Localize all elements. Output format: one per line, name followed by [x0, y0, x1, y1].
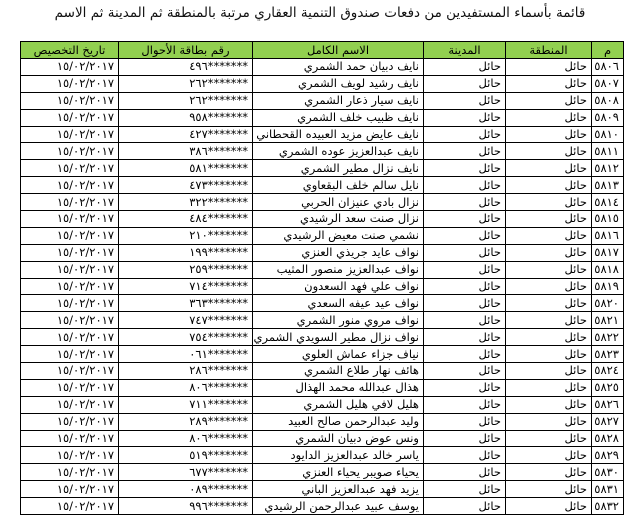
cell-date: ١٥/٠٢/٢٠١٧	[21, 363, 119, 380]
cell-name: هذال عبدالله محمد الهذال	[253, 379, 424, 396]
cell-name: ياسر خالد عبدالعزيز الدايود	[253, 447, 424, 464]
cell-region: حائل	[506, 430, 592, 447]
cell-region: حائل	[506, 109, 592, 126]
cell-city: حائل	[424, 75, 506, 92]
table-row	[21, 363, 624, 380]
cell-city: حائل	[424, 92, 506, 109]
cell-date: ١٥/٠٢/٢٠١٧	[21, 481, 119, 498]
cell-num: ٥٨٢١	[592, 312, 624, 329]
table-row	[21, 481, 624, 498]
cell-card: ٢٦٢*******	[119, 92, 253, 109]
cell-name: نواف نزال مطير السويدي الشمري	[253, 329, 424, 346]
cell-card: ٤٢٧*******	[119, 126, 253, 143]
cell-region: حائل	[506, 464, 592, 481]
cell-card: ١٩٩*******	[119, 244, 253, 261]
cell-card: ٥١٩*******	[119, 447, 253, 464]
cell-name: نواف عايد جريذي العنزي	[253, 244, 424, 261]
cell-date: ١٥/٠٢/٢٠١٧	[21, 261, 119, 278]
table-row	[21, 75, 624, 92]
cell-region: حائل	[506, 194, 592, 211]
cell-name: نايف رشيد لويف الشمري	[253, 75, 424, 92]
cell-date: ١٥/٠٢/٢٠١٧	[21, 498, 119, 515]
cell-card: ٨٠٦*******	[119, 379, 253, 396]
table-row	[21, 346, 624, 363]
cell-name: نواف عيد عيفه السعدي	[253, 295, 424, 312]
cell-city: حائل	[424, 109, 506, 126]
cell-name: يزيد فهد عبدالعزيز الباني	[253, 481, 424, 498]
cell-card: ٦٧٧*******	[119, 464, 253, 481]
cell-card: ٧١١*******	[119, 396, 253, 413]
cell-card: ٧٥٤*******	[119, 329, 253, 346]
cell-name: نايل سالم خلف البقعاوي	[253, 177, 424, 194]
cell-city: حائل	[424, 312, 506, 329]
cell-region: حائل	[506, 447, 592, 464]
cell-name: يوسف عبيد عبدالرحمن الرشيدي	[253, 498, 424, 515]
cell-region: حائل	[506, 92, 592, 109]
cell-region: حائل	[506, 295, 592, 312]
cell-num: ٥٨١٦	[592, 227, 624, 244]
table-row	[21, 261, 624, 278]
table-row	[21, 194, 624, 211]
table-row	[21, 143, 624, 160]
cell-date: ١٥/٠٢/٢٠١٧	[21, 278, 119, 295]
table-row	[21, 464, 624, 481]
table-row	[21, 109, 624, 126]
cell-num: ٥٨١٨	[592, 261, 624, 278]
table-row	[21, 329, 624, 346]
table-row	[21, 227, 624, 244]
cell-name: نشمي صنت معيض الرشيدي	[253, 227, 424, 244]
cell-num: ٥٨١٢	[592, 160, 624, 177]
cell-city: حائل	[424, 481, 506, 498]
cell-card: ٢١٠*******	[119, 227, 253, 244]
table-row	[21, 211, 624, 228]
table-row	[21, 92, 624, 109]
cell-card: ٤٧٣*******	[119, 177, 253, 194]
cell-city: حائل	[424, 498, 506, 515]
cell-date: ١٥/٠٢/٢٠١٧	[21, 194, 119, 211]
cell-date: ١٥/٠٢/٢٠١٧	[21, 346, 119, 363]
table-row	[21, 160, 624, 177]
cell-num: ٥٨٠٨	[592, 92, 624, 109]
cell-city: حائل	[424, 447, 506, 464]
column-header-card: رقم بطاقة الأحوال	[119, 42, 253, 59]
column-header-city: المدينة	[424, 42, 506, 59]
cell-num: ٥٨١٧	[592, 244, 624, 261]
cell-card: ٧٤٧*******	[119, 312, 253, 329]
cell-name: نواف مروي منور الشمري	[253, 312, 424, 329]
cell-name: هائف نهار طلاع الشمري	[253, 363, 424, 380]
cell-city: حائل	[424, 211, 506, 228]
cell-date: ١٥/٠٢/٢٠١٧	[21, 160, 119, 177]
cell-num: ٥٨٢٢	[592, 329, 624, 346]
cell-num: ٥٨٢٦	[592, 396, 624, 413]
cell-card: ٢٨٦*******	[119, 363, 253, 380]
cell-city: حائل	[424, 261, 506, 278]
cell-city: حائل	[424, 126, 506, 143]
cell-num: ٥٨٢٥	[592, 379, 624, 396]
cell-date: ١٥/٠٢/٢٠١٧	[21, 211, 119, 228]
cell-name: ونس عوض دبيان الشمري	[253, 430, 424, 447]
cell-num: ٥٨٣١	[592, 481, 624, 498]
cell-name: نزال صنت سعد الرشيدي	[253, 211, 424, 228]
cell-date: ١٥/٠٢/٢٠١٧	[21, 227, 119, 244]
cell-card: ٢٥٩*******	[119, 261, 253, 278]
cell-region: حائل	[506, 160, 592, 177]
table-row	[21, 430, 624, 447]
cell-city: حائل	[424, 177, 506, 194]
cell-name: نايف عبدالعزيز عوده الشمري	[253, 143, 424, 160]
cell-city: حائل	[424, 59, 506, 76]
cell-city: حائل	[424, 396, 506, 413]
cell-num: ٥٨٢٣	[592, 346, 624, 363]
table-row	[21, 295, 624, 312]
cell-date: ١٥/٠٢/٢٠١٧	[21, 126, 119, 143]
cell-name: نزال بادي عنيزان الحربي	[253, 194, 424, 211]
cell-name: نواف علي فهد السعدون	[253, 278, 424, 295]
table-row	[21, 379, 624, 396]
cell-num: ٥٨٢٩	[592, 447, 624, 464]
cell-date: ١٥/٠٢/٢٠١٧	[21, 312, 119, 329]
table-row	[21, 278, 624, 295]
cell-card: ٨٠٦*******	[119, 430, 253, 447]
cell-region: حائل	[506, 177, 592, 194]
cell-region: حائل	[506, 481, 592, 498]
cell-date: ١٥/٠٢/٢٠١٧	[21, 430, 119, 447]
column-header-date: تاريخ التخصيص	[21, 42, 119, 59]
table-body	[21, 59, 624, 515]
cell-date: ١٥/٠٢/٢٠١٧	[21, 379, 119, 396]
cell-date: ١٥/٠٢/٢٠١٧	[21, 329, 119, 346]
cell-date: ١٥/٠٢/٢٠١٧	[21, 59, 119, 76]
cell-region: حائل	[506, 261, 592, 278]
cell-date: ١٥/٠٢/٢٠١٧	[21, 92, 119, 109]
cell-region: حائل	[506, 329, 592, 346]
cell-num: ٥٨٢٠	[592, 295, 624, 312]
cell-name: وليد عبدالرحمن صالح العبيد	[253, 413, 424, 430]
cell-num: ٥٨٣٢	[592, 498, 624, 515]
cell-city: حائل	[424, 464, 506, 481]
cell-name: نايف سيار ذعار الشمري	[253, 92, 424, 109]
cell-region: حائل	[506, 244, 592, 261]
cell-region: حائل	[506, 312, 592, 329]
cell-date: ١٥/٠٢/٢٠١٧	[21, 75, 119, 92]
table-row	[21, 447, 624, 464]
cell-region: حائل	[506, 363, 592, 380]
cell-name: نايف نزال مطير الشمري	[253, 160, 424, 177]
cell-card: ٤٨٤*******	[119, 211, 253, 228]
cell-num: ٥٨٢٧	[592, 413, 624, 430]
column-header-region: المنطقة	[506, 42, 592, 59]
cell-card: ٧١٤*******	[119, 278, 253, 295]
cell-card: ٩٩٦*******	[119, 498, 253, 515]
cell-card: ٠٦١*******	[119, 346, 253, 363]
cell-region: حائل	[506, 126, 592, 143]
cell-region: حائل	[506, 59, 592, 76]
cell-city: حائل	[424, 363, 506, 380]
table-row	[21, 312, 624, 329]
beneficiaries-table	[20, 41, 624, 515]
column-header-num: م	[592, 42, 624, 59]
cell-name: يحياء صويبر يحياء العنزي	[253, 464, 424, 481]
cell-city: حائل	[424, 346, 506, 363]
cell-date: ١٥/٠٢/٢٠١٧	[21, 143, 119, 160]
cell-region: حائل	[506, 278, 592, 295]
cell-name: نايف عايض مزيد العبيده القحطاني	[253, 126, 424, 143]
cell-region: حائل	[506, 379, 592, 396]
cell-num: ٥٨١٩	[592, 278, 624, 295]
cell-city: حائل	[424, 143, 506, 160]
cell-date: ١٥/٠٢/٢٠١٧	[21, 244, 119, 261]
cell-date: ١٥/٠٢/٢٠١٧	[21, 396, 119, 413]
cell-card: ٤٩٦*******	[119, 59, 253, 76]
cell-date: ١٥/٠٢/٢٠١٧	[21, 109, 119, 126]
table-row	[21, 177, 624, 194]
cell-city: حائل	[424, 379, 506, 396]
cell-city: حائل	[424, 413, 506, 430]
cell-name: نايف دبيان حمد الشمري	[253, 59, 424, 76]
table-row	[21, 244, 624, 261]
cell-num: ٥٨١٥	[592, 211, 624, 228]
cell-card: ٥٨١*******	[119, 160, 253, 177]
table-row	[21, 59, 624, 76]
cell-num: ٥٨٢٤	[592, 363, 624, 380]
cell-name: هليل لافي هليل الشمري	[253, 396, 424, 413]
table-row	[21, 396, 624, 413]
cell-region: حائل	[506, 75, 592, 92]
cell-region: حائل	[506, 211, 592, 228]
cell-date: ١٥/٠٢/٢٠١٧	[21, 464, 119, 481]
cell-region: حائل	[506, 396, 592, 413]
cell-num: ٥٨١٣	[592, 177, 624, 194]
cell-num: ٥٨١٤	[592, 194, 624, 211]
cell-card: ٣٢٢*******	[119, 194, 253, 211]
cell-city: حائل	[424, 160, 506, 177]
table-row	[21, 126, 624, 143]
table-row	[21, 413, 624, 430]
cell-card: ٣٦٣*******	[119, 295, 253, 312]
cell-name: نواف عبدالعزيز منصور المثيب	[253, 261, 424, 278]
column-header-name: الاسم الكامل	[253, 42, 424, 59]
page-title: قائمة بأسماء المستفيدين من دفعات صندوق التنمية العقاري مرتبة بالمنطقة ثم المدينة ثم الاسم	[54, 5, 586, 21]
cell-region: حائل	[506, 227, 592, 244]
cell-num: ٥٨٠٧	[592, 75, 624, 92]
cell-region: حائل	[506, 143, 592, 160]
cell-region: حائل	[506, 413, 592, 430]
cell-date: ١٥/٠٢/٢٠١٧	[21, 447, 119, 464]
cell-num: ٥٨١١	[592, 143, 624, 160]
cell-region: حائل	[506, 498, 592, 515]
cell-card: ٣٨٦*******	[119, 143, 253, 160]
cell-city: حائل	[424, 329, 506, 346]
table-header-row	[21, 42, 624, 59]
cell-name: نياف جزاء عماش العلوي	[253, 346, 424, 363]
cell-card: ٩٥٨*******	[119, 109, 253, 126]
cell-date: ١٥/٠٢/٢٠١٧	[21, 295, 119, 312]
cell-card: ٢٨٩*******	[119, 413, 253, 430]
cell-city: حائل	[424, 295, 506, 312]
cell-name: نايف ظبيب خلف الشمري	[253, 109, 424, 126]
cell-num: ٥٨١٠	[592, 126, 624, 143]
cell-date: ١٥/٠٢/٢٠١٧	[21, 413, 119, 430]
cell-num: ٥٨٢٨	[592, 430, 624, 447]
cell-city: حائل	[424, 227, 506, 244]
cell-city: حائل	[424, 430, 506, 447]
cell-city: حائل	[424, 278, 506, 295]
cell-card: ٢٦٢*******	[119, 75, 253, 92]
cell-city: حائل	[424, 244, 506, 261]
cell-card: ٠٨٩*******	[119, 481, 253, 498]
cell-num: ٥٨٠٩	[592, 109, 624, 126]
cell-num: ٥٨٣٠	[592, 464, 624, 481]
cell-city: حائل	[424, 194, 506, 211]
cell-region: حائل	[506, 346, 592, 363]
cell-num: ٥٨٠٦	[592, 59, 624, 76]
table-row	[21, 498, 624, 515]
cell-date: ١٥/٠٢/٢٠١٧	[21, 177, 119, 194]
